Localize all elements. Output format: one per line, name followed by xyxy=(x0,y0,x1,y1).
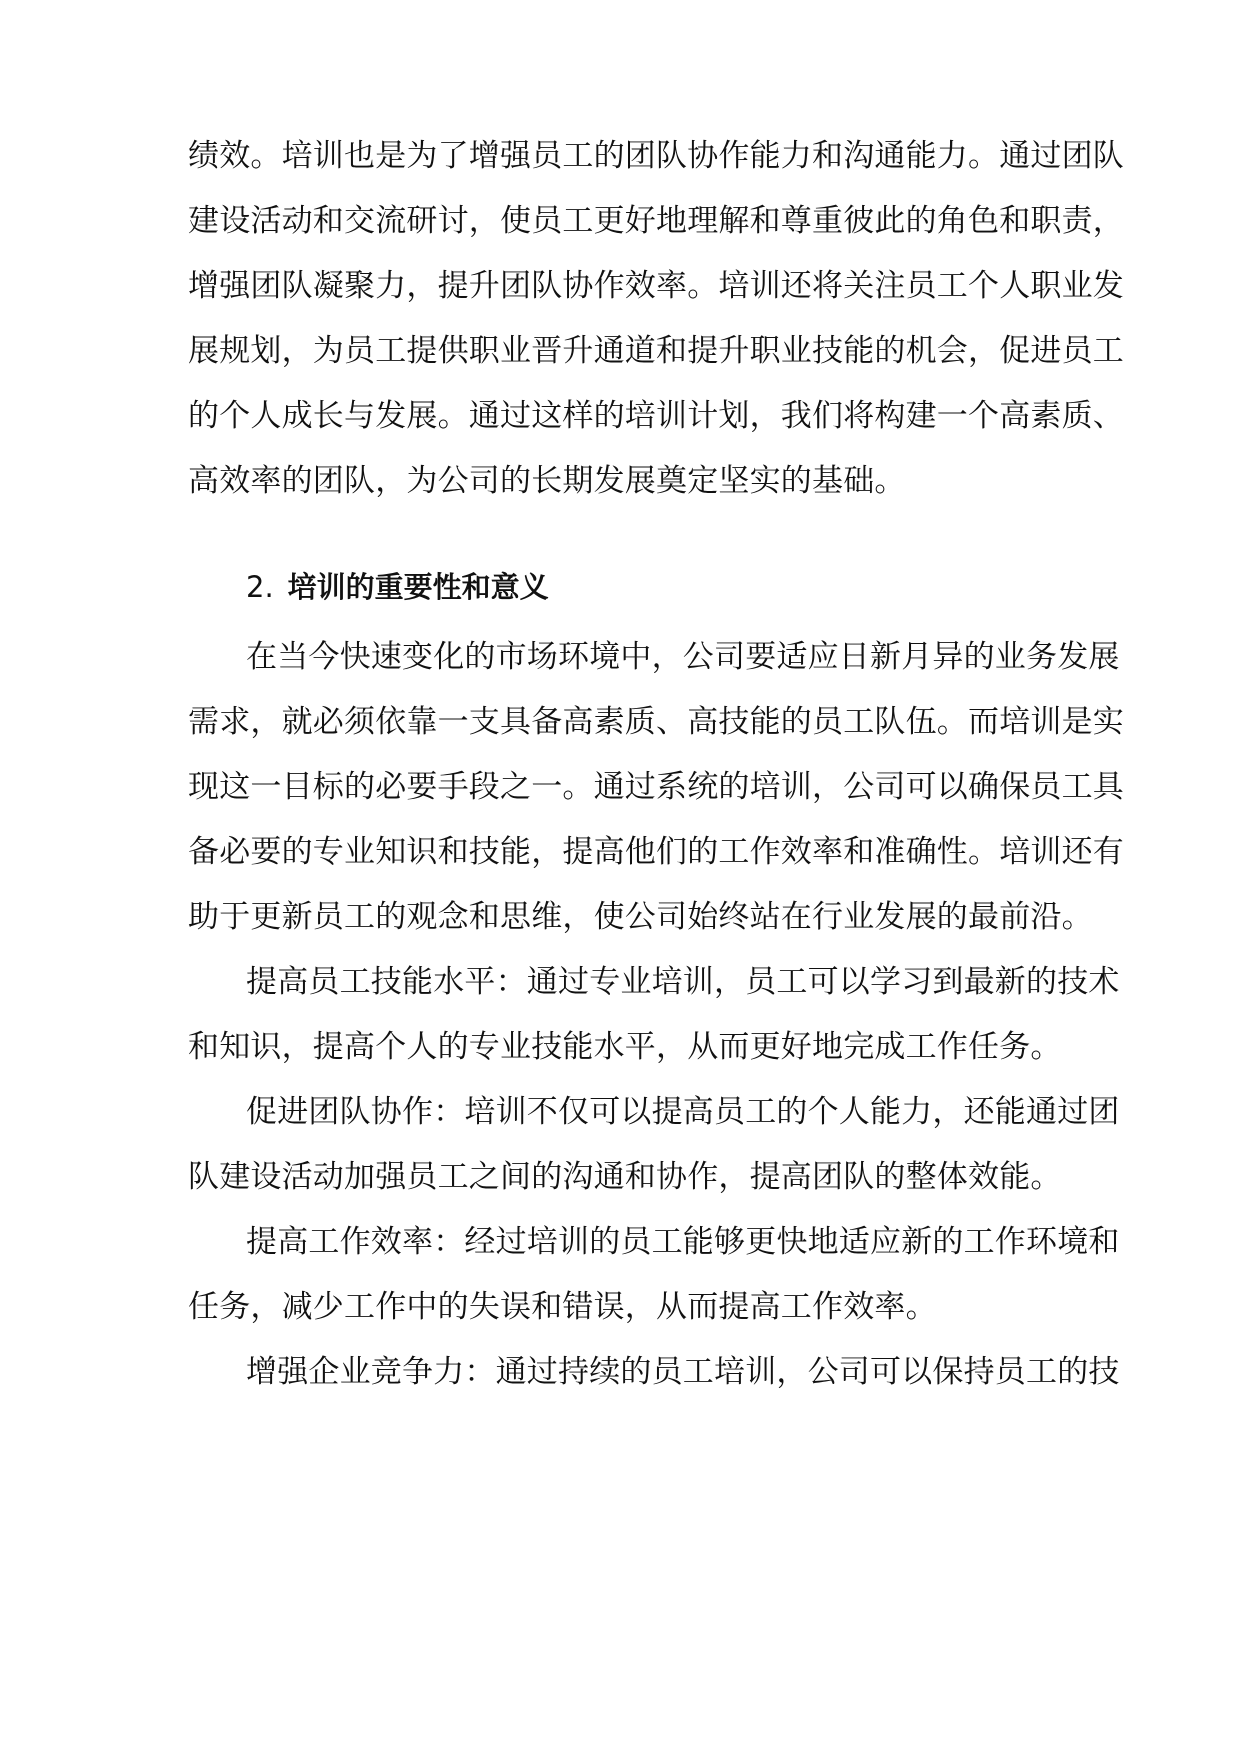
body-line: 增强团队凝聚力，提升团队协作效率。培训还将关注员工个人职业发 xyxy=(188,268,1124,304)
body-line: 助于更新员工的观念和思维，使公司始终站在行业发展的最前沿。 xyxy=(188,899,1093,935)
body-line: 需求，就必须依靠一支具备高素质、高技能的员工队伍。而培训是实 xyxy=(188,704,1124,740)
body-line: 的个人成长与发展。通过这样的培训计划，我们将构建一个高素质、 xyxy=(188,398,1124,434)
body-line: 建设活动和交流研讨，使员工更好地理解和尊重彼此的角色和职责， xyxy=(188,203,1124,239)
body-line: 绩效。培训也是为了增强员工的团队协作能力和沟通能力。通过团队 xyxy=(188,138,1124,174)
body-line: 提高工作效率：经过培训的员工能够更快地适应新的工作环境和 xyxy=(246,1224,1120,1260)
body-line: 和知识，提高个人的专业技能水平，从而更好地完成工作任务。 xyxy=(188,1029,1062,1065)
body-line: 备必要的专业知识和技能，提高他们的工作效率和准确性。培训还有 xyxy=(188,834,1124,870)
body-line: 在当今快速变化的市场环境中，公司要适应日新月异的业务发展 xyxy=(246,639,1120,675)
body-line: 增强企业竞争力：通过持续的员工培训，公司可以保持员工的技 xyxy=(246,1354,1120,1390)
body-line: 任务，减少工作中的失误和错误，从而提高工作效率。 xyxy=(188,1289,937,1325)
section-number: 2. xyxy=(246,570,274,604)
document-body xyxy=(188,0,1124,1754)
body-line: 高效率的团队，为公司的长期发展奠定坚实的基础。 xyxy=(188,463,906,499)
body-line: 展规划，为员工提供职业晋升通道和提升职业技能的机会，促进员工 xyxy=(188,333,1124,369)
body-line: 提高员工技能水平：通过专业培训，员工可以学习到最新的技术 xyxy=(246,964,1120,1000)
body-line: 队建设活动加强员工之间的沟通和协作，提高团队的整体效能。 xyxy=(188,1159,1062,1195)
body-line: 现这一目标的必要手段之一。通过系统的培训，公司可以确保员工具 xyxy=(188,769,1124,805)
body-line: 促进团队协作：培训不仅可以提高员工的个人能力，还能通过团 xyxy=(246,1094,1120,1130)
section-title: 培训的重要性和意义 xyxy=(287,570,549,604)
section-heading xyxy=(246,568,549,606)
